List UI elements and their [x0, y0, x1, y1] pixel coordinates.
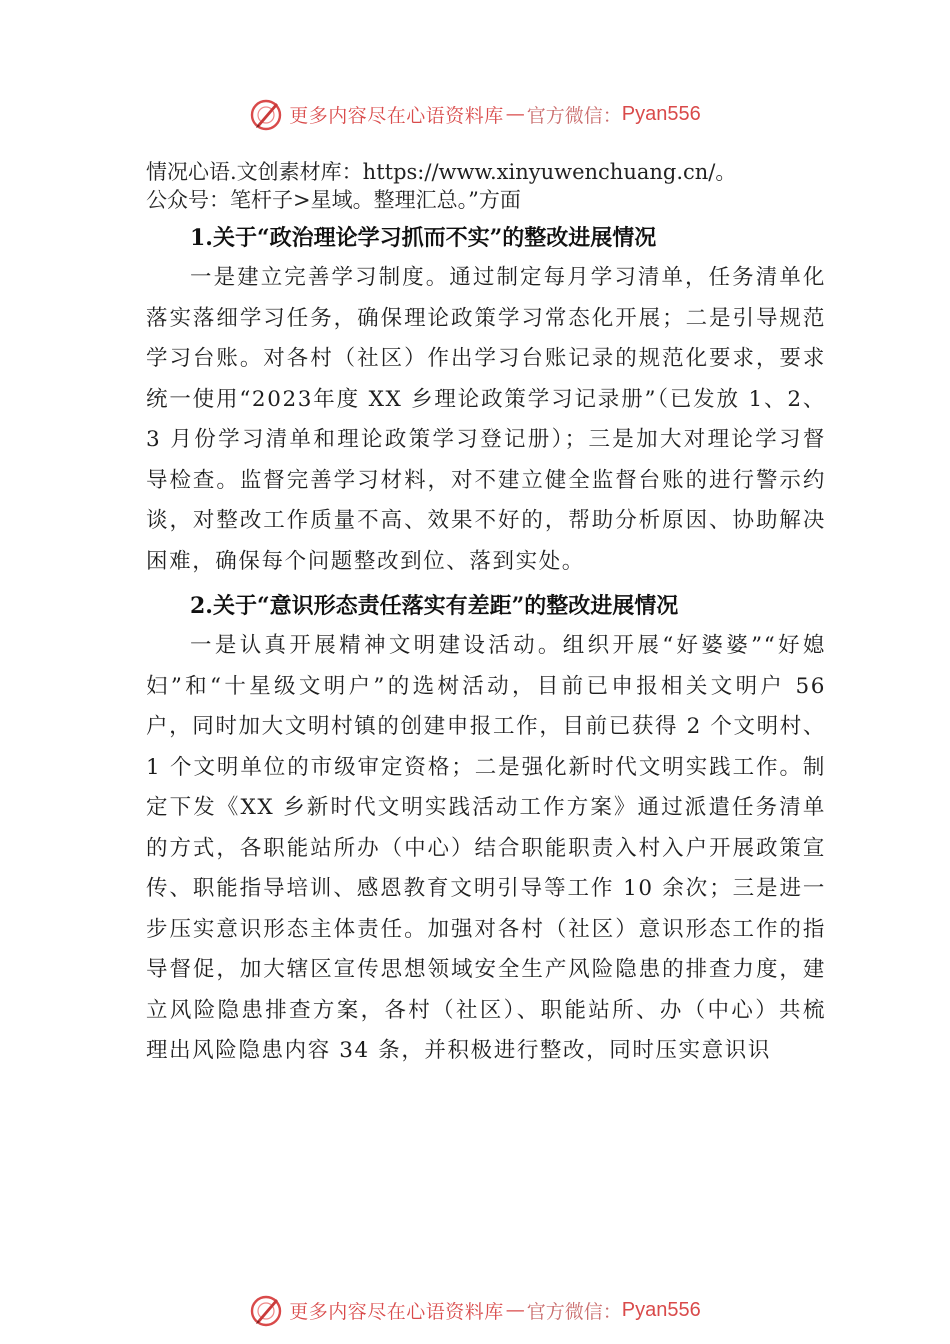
section-2-heading: 2.关于“意识形态责任落实有差距”的整改进展情况: [190, 593, 679, 619]
section-2-paragraph: 一是认真开展精神文明建设活动。组织开展“好婆婆”“好媳妇”和“十星级文明户”的选树活动，目前已申报相关文明户 56 户，同时加大文明村镇的创建申报工作，目前已获得 2 个文明村、1 个文明单位的市级审定资格；二是强化新时代文明实践工作。制定下发《XX 乡新时代文明实践活动工作方案》通过派遣任务清单的方式，各职能站所办（中心）结合职能职责入村入户开展政策宣传、职能指导培训、感恩教育文明引导等工作 10 余次；三是进一步压实意识形态主体责任。加强对各村（社区）意识形态工作的指导督促，加大辖区宣传思想领域安全生产风险隐患的排查力度，建立风险隐患排查方案，各村（社区）、职能站所、办（中心）共梳理出风险隐患内容 34 条，并积极进行整改，同时压实意识识: [146, 633, 826, 1063]
banner-wechat-id: Pyan556: [621, 102, 701, 125]
footer-banner: [0, 1290, 950, 1330]
pre-line-2: 公众号：笔杆子>星域。整理汇总。”方面: [146, 188, 521, 212]
banner-title: 更多内容尽在心语资料库: [289, 104, 504, 127]
section-1-heading: 1.关于“政治理论学习抓而不实”的整改进展情况: [190, 225, 657, 251]
pen-logo-icon: [249, 1293, 283, 1327]
banner-wechat-id: Pyan556: [621, 1298, 701, 1321]
header-banner: [0, 94, 950, 134]
section-1-paragraph: 一是建立完善学习制度。通过制定每月学习清单，任务清单化落实落细学习任务，确保理论政策学习常态化开展；二是引导规范学习台账。对各村（社区）作出学习台账记录的规范化要求，要求统一使用“2023年度 XX 乡理论政策学习记录册”（已发放 1、2、3 月份学习清单和理论政策学习登记册）；三是加大对理论学习督导检查。监督完善学习材料，对不建立健全监督台账的进行警示约谈，对整改工作质量不高、效果不好的，帮助分析原因、协助解决困难，确保每个问题整改到位、落到实处。: [146, 265, 826, 574]
banner-separator: —: [505, 103, 525, 125]
document-body: [146, 158, 826, 1072]
banner-separator: —: [505, 1299, 525, 1321]
banner-title: 更多内容尽在心语资料库: [289, 1300, 504, 1323]
pre-line-1: 情况心语.文创素材库：https://www.xinyuwenchuang.cn/。: [146, 160, 737, 184]
pen-logo-icon: [249, 97, 283, 131]
banner-subtitle: 官方微信：: [526, 1300, 622, 1323]
banner-subtitle: 官方微信：: [526, 104, 622, 127]
